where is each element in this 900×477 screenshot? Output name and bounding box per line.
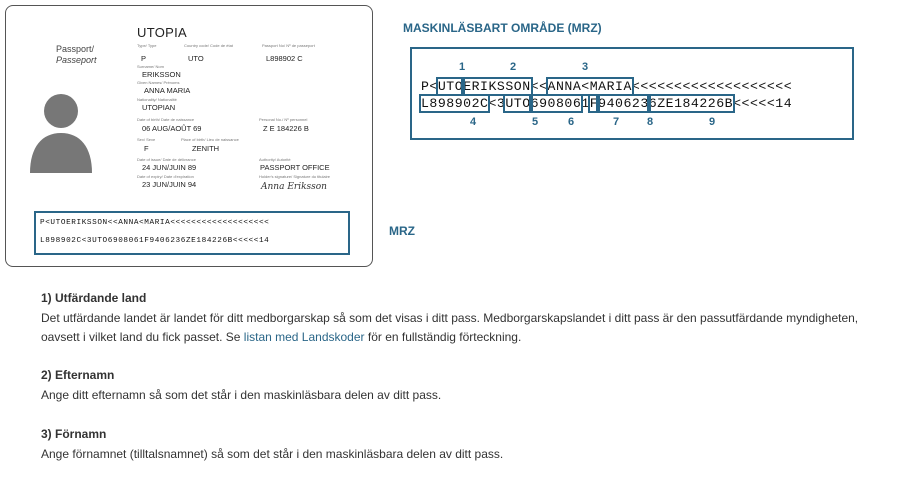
seg-check-b: 1 [581, 96, 590, 111]
diagram-number-6: 6 [568, 116, 575, 128]
value-given-names: ANNA MARIA [144, 86, 191, 95]
label-country-code: Country code/ Code de état [184, 43, 233, 48]
label-doe: Date of expiry/ Date d'expiration [137, 174, 194, 179]
portrait-placeholder-icon [28, 81, 94, 173]
seg-sex: F [589, 96, 599, 111]
seg-check-c: <<<<<14 [733, 96, 793, 111]
label-pob: Place of birth/ Lieu de naissance [181, 137, 239, 142]
label-dob: Date of birth/ Date de naissance [137, 117, 195, 122]
country-name: UTOPIA [137, 25, 187, 40]
diagram-mrz-line1 [421, 79, 792, 94]
seg-issuing-country: UTO [437, 79, 464, 94]
seg-given-names: ANNA<MARIA [547, 79, 632, 94]
label-type: Type/ Type [137, 43, 157, 48]
mrz-diagram-title: MASKINLÄSBART OMRÅDE (MRZ) [403, 21, 602, 35]
section-heading-issuing-country: 1) Utfärdande land [41, 291, 147, 305]
passport-mrz-box [34, 211, 350, 255]
seg-passport-no: L898902C [421, 96, 489, 111]
passport-image [5, 5, 373, 267]
seg-surname: ERIKSSON [463, 79, 531, 94]
country-codes-link[interactable]: listan med Landskoder [243, 330, 365, 344]
label-passport-no: Passport No/ Nº de passeport [262, 43, 315, 48]
label-personal-no: Personal No./ Nº personnel [259, 117, 308, 122]
passport-mrz-line1: P<UTOERIKSSON<<ANNA<MARIA<<<<<<<<<<<<<<<<<<< [40, 219, 270, 227]
passport-mrz-line2: L898902C<3UTO6908061F9406236ZE184226B<<<<<14 [40, 237, 270, 245]
label-given-names: Given Names/ Prénoms [137, 80, 180, 85]
seg-dob: 690806 [530, 96, 582, 111]
diagram-mrz-line2 [421, 96, 792, 111]
mrz-label: MRZ [389, 224, 415, 238]
diagram-number-9: 9 [709, 116, 716, 128]
section-text-surname: Ange ditt efternamn så som det står i den maskinläsbara delen av ditt pass. [41, 388, 442, 402]
value-type: P [141, 54, 147, 63]
holder-signature: Anna Eriksson [261, 182, 327, 192]
value-dob: 06 AUG/AOÛT 69 [142, 124, 202, 133]
diagram-number-1: 1 [459, 61, 466, 73]
diagram-number-7: 7 [613, 116, 620, 128]
value-sex: F [144, 144, 149, 153]
passport-type-en: Passport/ [56, 44, 95, 54]
value-doi: 24 JUN/JUIN 89 [142, 163, 197, 172]
seg-separator: << [530, 79, 548, 94]
seg-doc-type: P< [421, 79, 438, 94]
section-text-part: Det utfärdande landet är landet för ditt medborgarskap så som det visas i ditt pass. Medborgarskapslandet i ditt pass är den passutfärdande myndigheten, oavsett i vilket land du fick passet. Se [41, 311, 859, 344]
section-text-issuing-country [41, 309, 891, 347]
seg-nationality: UTO [505, 96, 531, 111]
diagram-number-8: 8 [647, 116, 654, 128]
label-signature: Holder's signature/ Signature du titulaire [259, 174, 331, 179]
label-authority: Authority/ Autorité [259, 157, 291, 162]
label-surname: Surname/ Nom [137, 64, 164, 69]
diagram-number-4: 4 [470, 116, 477, 128]
diagram-number-3: 3 [582, 61, 589, 73]
label-sex: Sex/ Sexe [137, 137, 156, 142]
value-pob: ZENITH [192, 144, 220, 153]
seg-personal-no: 6ZE184226B [648, 96, 734, 111]
value-passport-no: L898902 C [266, 54, 303, 63]
section-text-part: för en fullständig förteckning. [364, 330, 522, 344]
value-nationality: UTOPIAN [142, 103, 176, 112]
passport-type-fr: Passeport [56, 55, 97, 65]
value-doe: 23 JUN/JUIN 94 [142, 180, 197, 189]
section-text-given-name: Ange förnamnet (tilltalsnamnet) så som det står i den maskinläsbara delen av ditt pass. [41, 447, 504, 461]
seg-check-a: <3 [488, 96, 506, 111]
section-heading-surname: 2) Efternamn [41, 368, 115, 382]
value-authority: PASSPORT OFFICE [260, 163, 330, 172]
value-country-code: UTO [188, 54, 204, 63]
label-doi: Date of issue/ Date de délivrance [137, 157, 196, 162]
value-personal-no: Z E 184226 B [263, 124, 309, 133]
section-heading-given-name: 3) Förnamn [41, 427, 107, 441]
diagram-number-2: 2 [510, 61, 517, 73]
seg-expiry: 940623 [598, 96, 649, 111]
value-surname: ERIKSSON [142, 70, 181, 79]
passport-type-label [56, 44, 97, 66]
label-nationality: Nationality/ Nationalité [137, 97, 177, 102]
diagram-number-5: 5 [532, 116, 539, 128]
seg-filler: <<<<<<<<<<<<<<<<<<< [631, 79, 793, 94]
